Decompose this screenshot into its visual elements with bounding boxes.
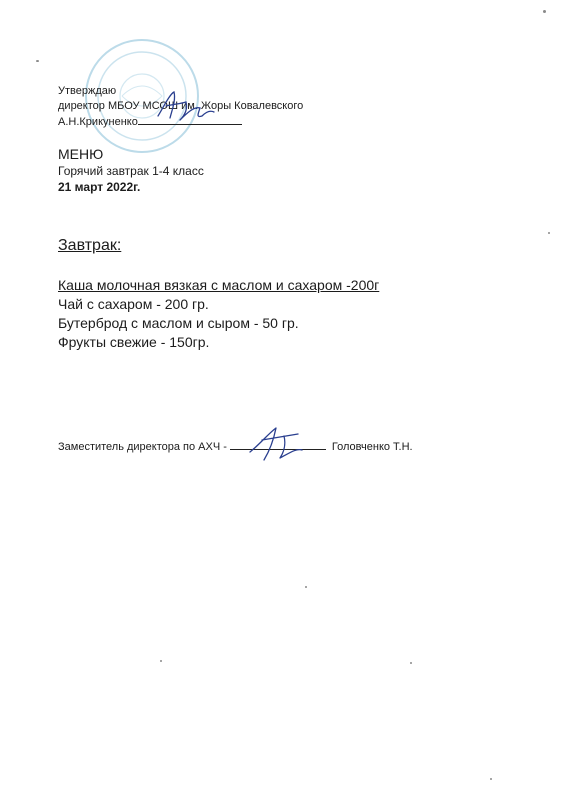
scan-speck [490, 778, 492, 780]
list-item: Чай с сахаром - 200 гр. [58, 296, 209, 312]
scan-speck [36, 60, 39, 62]
list-item: Каша молочная вязкая с маслом и сахаром -200г [58, 277, 380, 293]
scan-speck [410, 662, 412, 664]
meal-items [58, 276, 379, 352]
scan-speck [543, 10, 546, 13]
menu-header [58, 145, 204, 195]
meal-heading: Завтрак: [58, 237, 122, 254]
menu-subtitle: Горячий завтрак 1-4 класс [58, 164, 204, 178]
approval-position: директор МБОУ МСОШ им. Жоры Ковалевского [58, 100, 304, 112]
scan-speck [548, 232, 550, 234]
menu-title: МЕНЮ [58, 146, 104, 162]
deputy-signature [240, 422, 320, 464]
deputy-name: Головченко Т.Н. [331, 441, 413, 453]
approval-signer: А.Н.Крикуненко [58, 116, 138, 128]
deputy-role: Заместитель директора по АХЧ - [58, 441, 227, 453]
list-item: Бутерброд с маслом и сыром - 50 гр. [58, 315, 299, 331]
director-signature [150, 86, 220, 126]
menu-date: 21 март 2022г. [58, 180, 141, 194]
deputy-signature-block [58, 439, 413, 454]
scan-speck [305, 586, 307, 588]
scan-speck [160, 660, 162, 662]
list-item: Фрукты свежие - 150гр. [58, 334, 210, 350]
approval-label: Утверждаю [58, 85, 117, 97]
